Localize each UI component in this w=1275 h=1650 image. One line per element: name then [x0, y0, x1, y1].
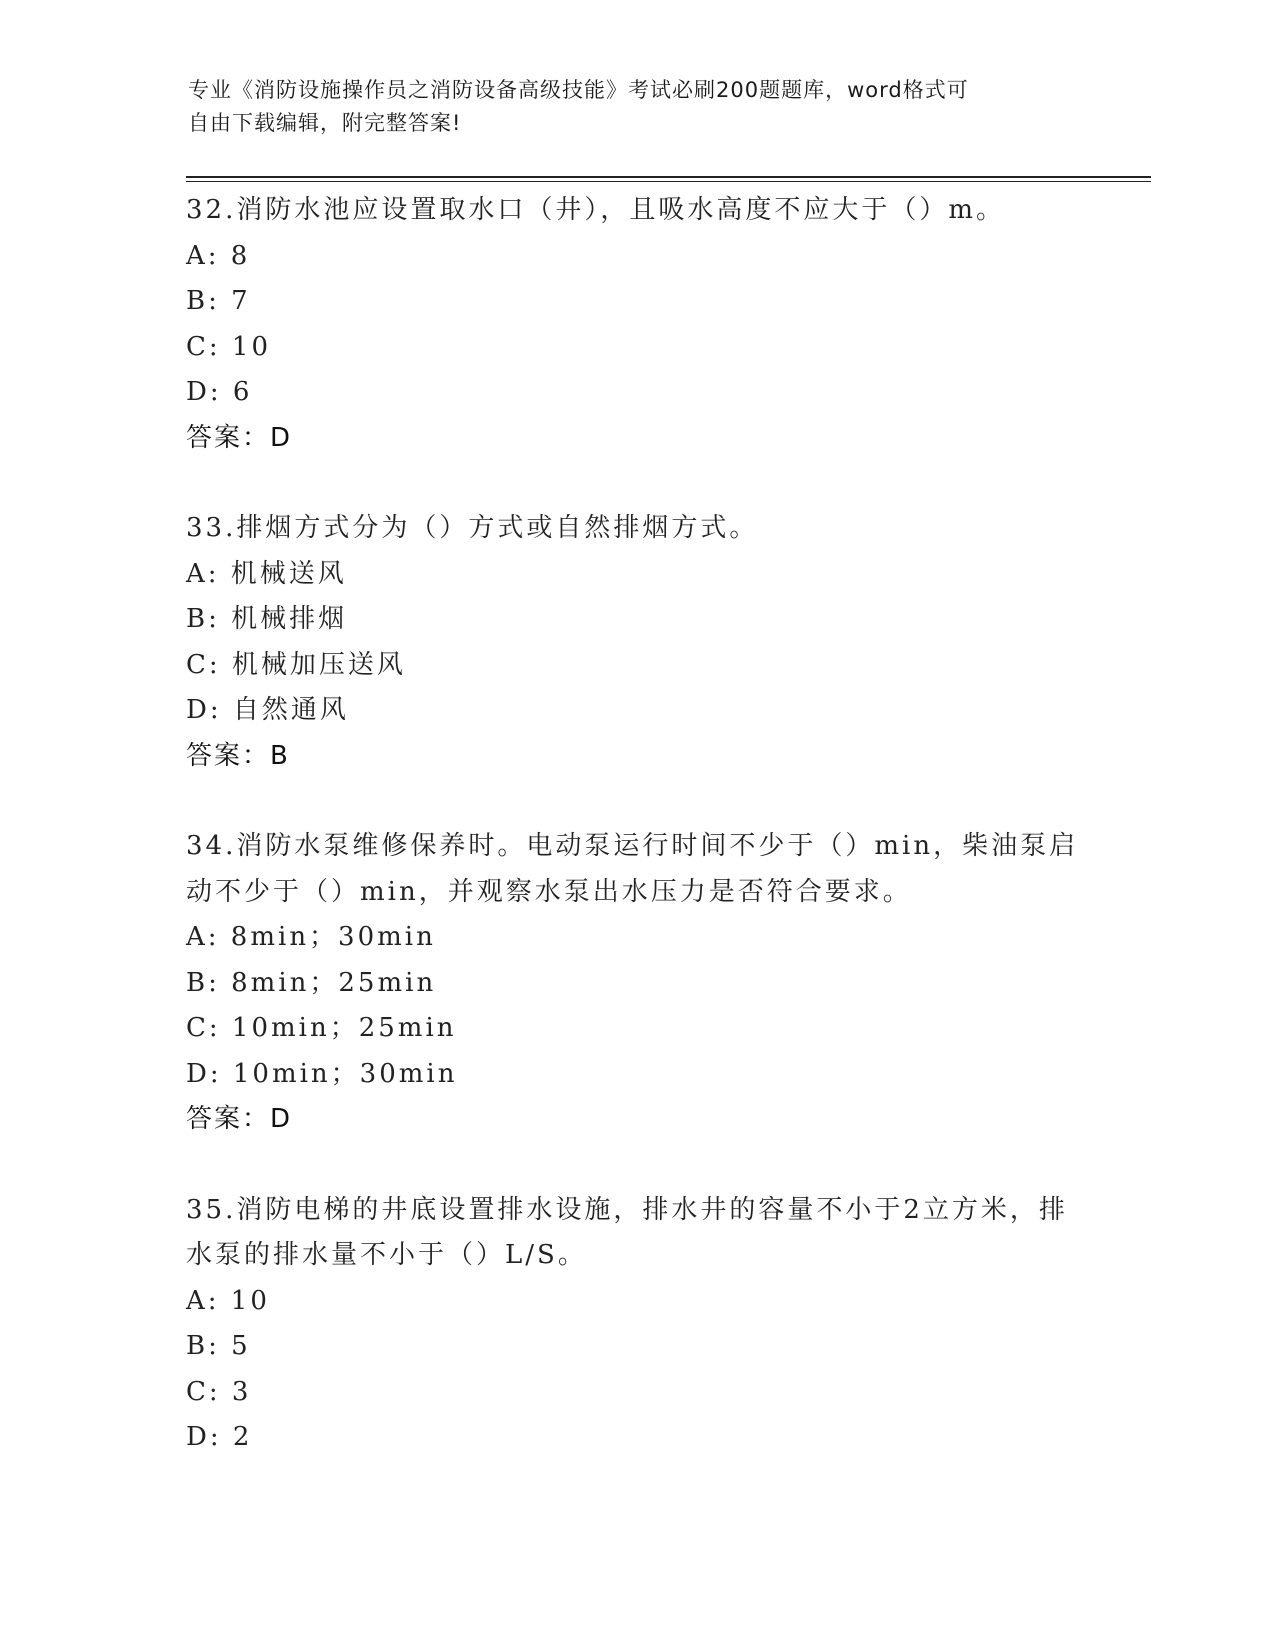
option-b: B: 8min；25min	[186, 967, 437, 998]
option-b: B: 机械排烟	[186, 604, 348, 634]
header-divider-thick	[186, 176, 1151, 178]
option-d: D: 2	[186, 1422, 253, 1452]
option-b: B: 7	[186, 286, 251, 316]
option-b: B: 5	[186, 1331, 251, 1361]
document-header	[188, 74, 1068, 140]
header-divider-thin	[186, 181, 1151, 182]
header-line-1: 专业《消防设施操作员之消防设备高级技能》考试必刷200题题库，word格式可	[188, 78, 969, 102]
question-35	[186, 1188, 1086, 1461]
question-33	[186, 506, 1086, 779]
spacer	[186, 461, 1086, 506]
answer-label: 答案：D	[186, 1104, 293, 1134]
option-c: C: 3	[186, 1376, 252, 1407]
option-c: C: 10	[186, 331, 272, 362]
question-list	[186, 188, 1086, 1461]
question-32	[186, 188, 1086, 461]
question-stem-line-2: 动不少于（）min，并观察水泵出水压力是否符合要求。	[186, 876, 912, 907]
option-d: D: 6	[186, 377, 253, 407]
spacer	[186, 1143, 1086, 1188]
question-stem: 32.消防水池应设置取水口（井），且吸水高度不应大于（）m。	[186, 195, 1006, 225]
option-a: A: 8min；30min	[186, 922, 436, 952]
option-a: A: 8	[186, 240, 251, 271]
question-stem: 33.排烟方式分为（）方式或自然排烟方式。	[186, 513, 759, 543]
question-34	[186, 824, 1086, 1143]
answer-label: 答案：B	[186, 740, 290, 771]
spacer	[186, 779, 1086, 824]
option-c: C: 机械加压送风	[186, 649, 406, 680]
question-stem-line-2: 水泵的排水量不小于（）L/S。	[186, 1240, 587, 1270]
header-line-2: 自由下载编辑，附完整答案!	[188, 111, 462, 135]
answer-label: 答案：D	[186, 422, 293, 453]
question-stem-line-1: 35.消防电梯的井底设置排水设施，排水井的容量不小于2立方米，排	[186, 1194, 1068, 1225]
option-d: D: 自然通风	[186, 695, 349, 725]
option-d: D: 10min；30min	[186, 1058, 458, 1089]
option-a: A: 10	[186, 1285, 270, 1316]
option-a: A: 机械送风	[186, 558, 347, 589]
option-c: C: 10min；25min	[186, 1013, 457, 1043]
question-stem-line-1: 34.消防水泵维修保养时。电动泵运行时间不少于（）min，柴油泵启	[186, 831, 1079, 861]
